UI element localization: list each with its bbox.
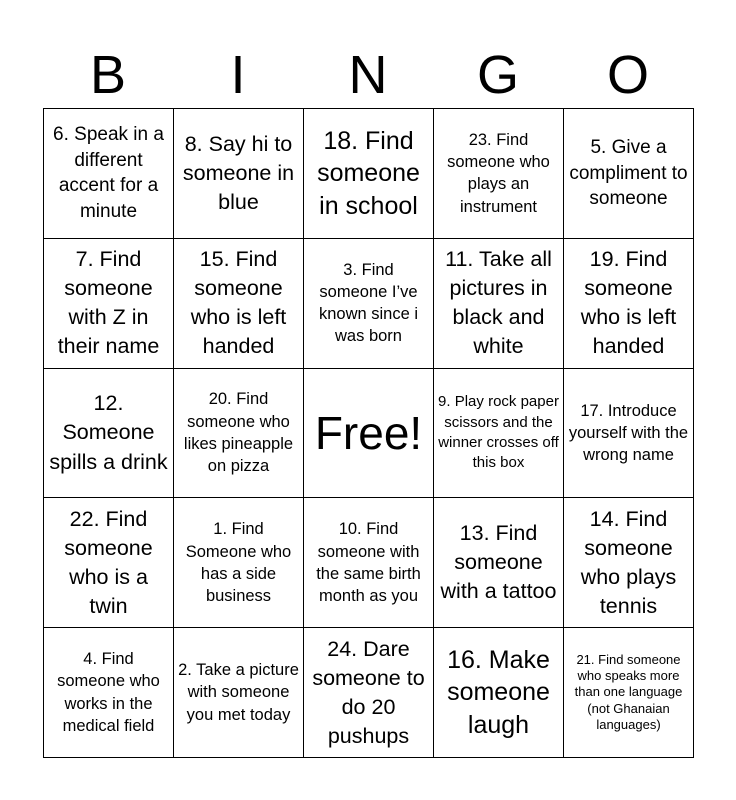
header-letter-i: I [230,45,246,105]
bingo-cell[interactable]: 1. Find Someone who has a side business [173,497,304,628]
bingo-cell[interactable]: 4. Find someone who works in the medical field [43,627,174,758]
bingo-cell[interactable]: 3. Find someone I’ve known since i was born [303,238,434,369]
bingo-cell[interactable]: 11. Take all pictures in black and white [433,238,564,369]
header-letter-b: B [89,45,127,105]
bingo-cell[interactable]: 13. Find someone with a tattoo [433,497,564,628]
bingo-cell[interactable]: 18. Find someone in school [303,108,434,239]
bingo-cell[interactable]: 9. Play rock paper scissors and the winner crosses off this box [433,368,564,499]
bingo-cell[interactable]: 2. Take a picture with someone you met today [173,627,304,758]
bingo-cell[interactable]: 14. Find someone who plays tennis [563,497,694,628]
bingo-cell[interactable]: 17. Introduce yourself with the wrong name [563,368,694,499]
bingo-cell[interactable]: 7. Find someone with Z in their name [43,238,174,369]
bingo-cell[interactable]: 15. Find someone who is left handed [173,238,304,369]
bingo-grid [43,108,693,757]
header-letter-g: G [476,45,519,105]
bingo-cell[interactable]: 12. Someone spills a drink [43,368,174,499]
bingo-cell[interactable]: 21. Find someone who speaks more than one language (not Ghanaian languages) [563,627,694,758]
bingo-cell[interactable]: 24. Dare someone to do 20 pushups [303,627,434,758]
bingo-cell[interactable]: 10. Find someone with the same birth month as you [303,497,434,628]
bingo-header [43,42,693,108]
bingo-cell[interactable]: 23. Find someone who plays an instrument [433,108,564,239]
bingo-cell[interactable]: 5. Give a compliment to someone [563,108,694,239]
bingo-cell[interactable]: 16. Make someone laugh [433,627,564,758]
header-letter-o: O [606,45,649,105]
bingo-cell[interactable]: 19. Find someone who is left handed [563,238,694,369]
bingo-cell[interactable]: 22. Find someone who is a twin [43,497,174,628]
bingo-cell[interactable]: 20. Find someone who likes pineapple on pizza [173,368,304,499]
bingo-cell[interactable]: 6. Speak in a different accent for a minute [43,108,174,239]
bingo-cell[interactable]: 8. Say hi to someone in blue [173,108,304,239]
free-space-cell[interactable]: Free! [303,368,434,499]
header-letter-n: N [348,45,388,105]
